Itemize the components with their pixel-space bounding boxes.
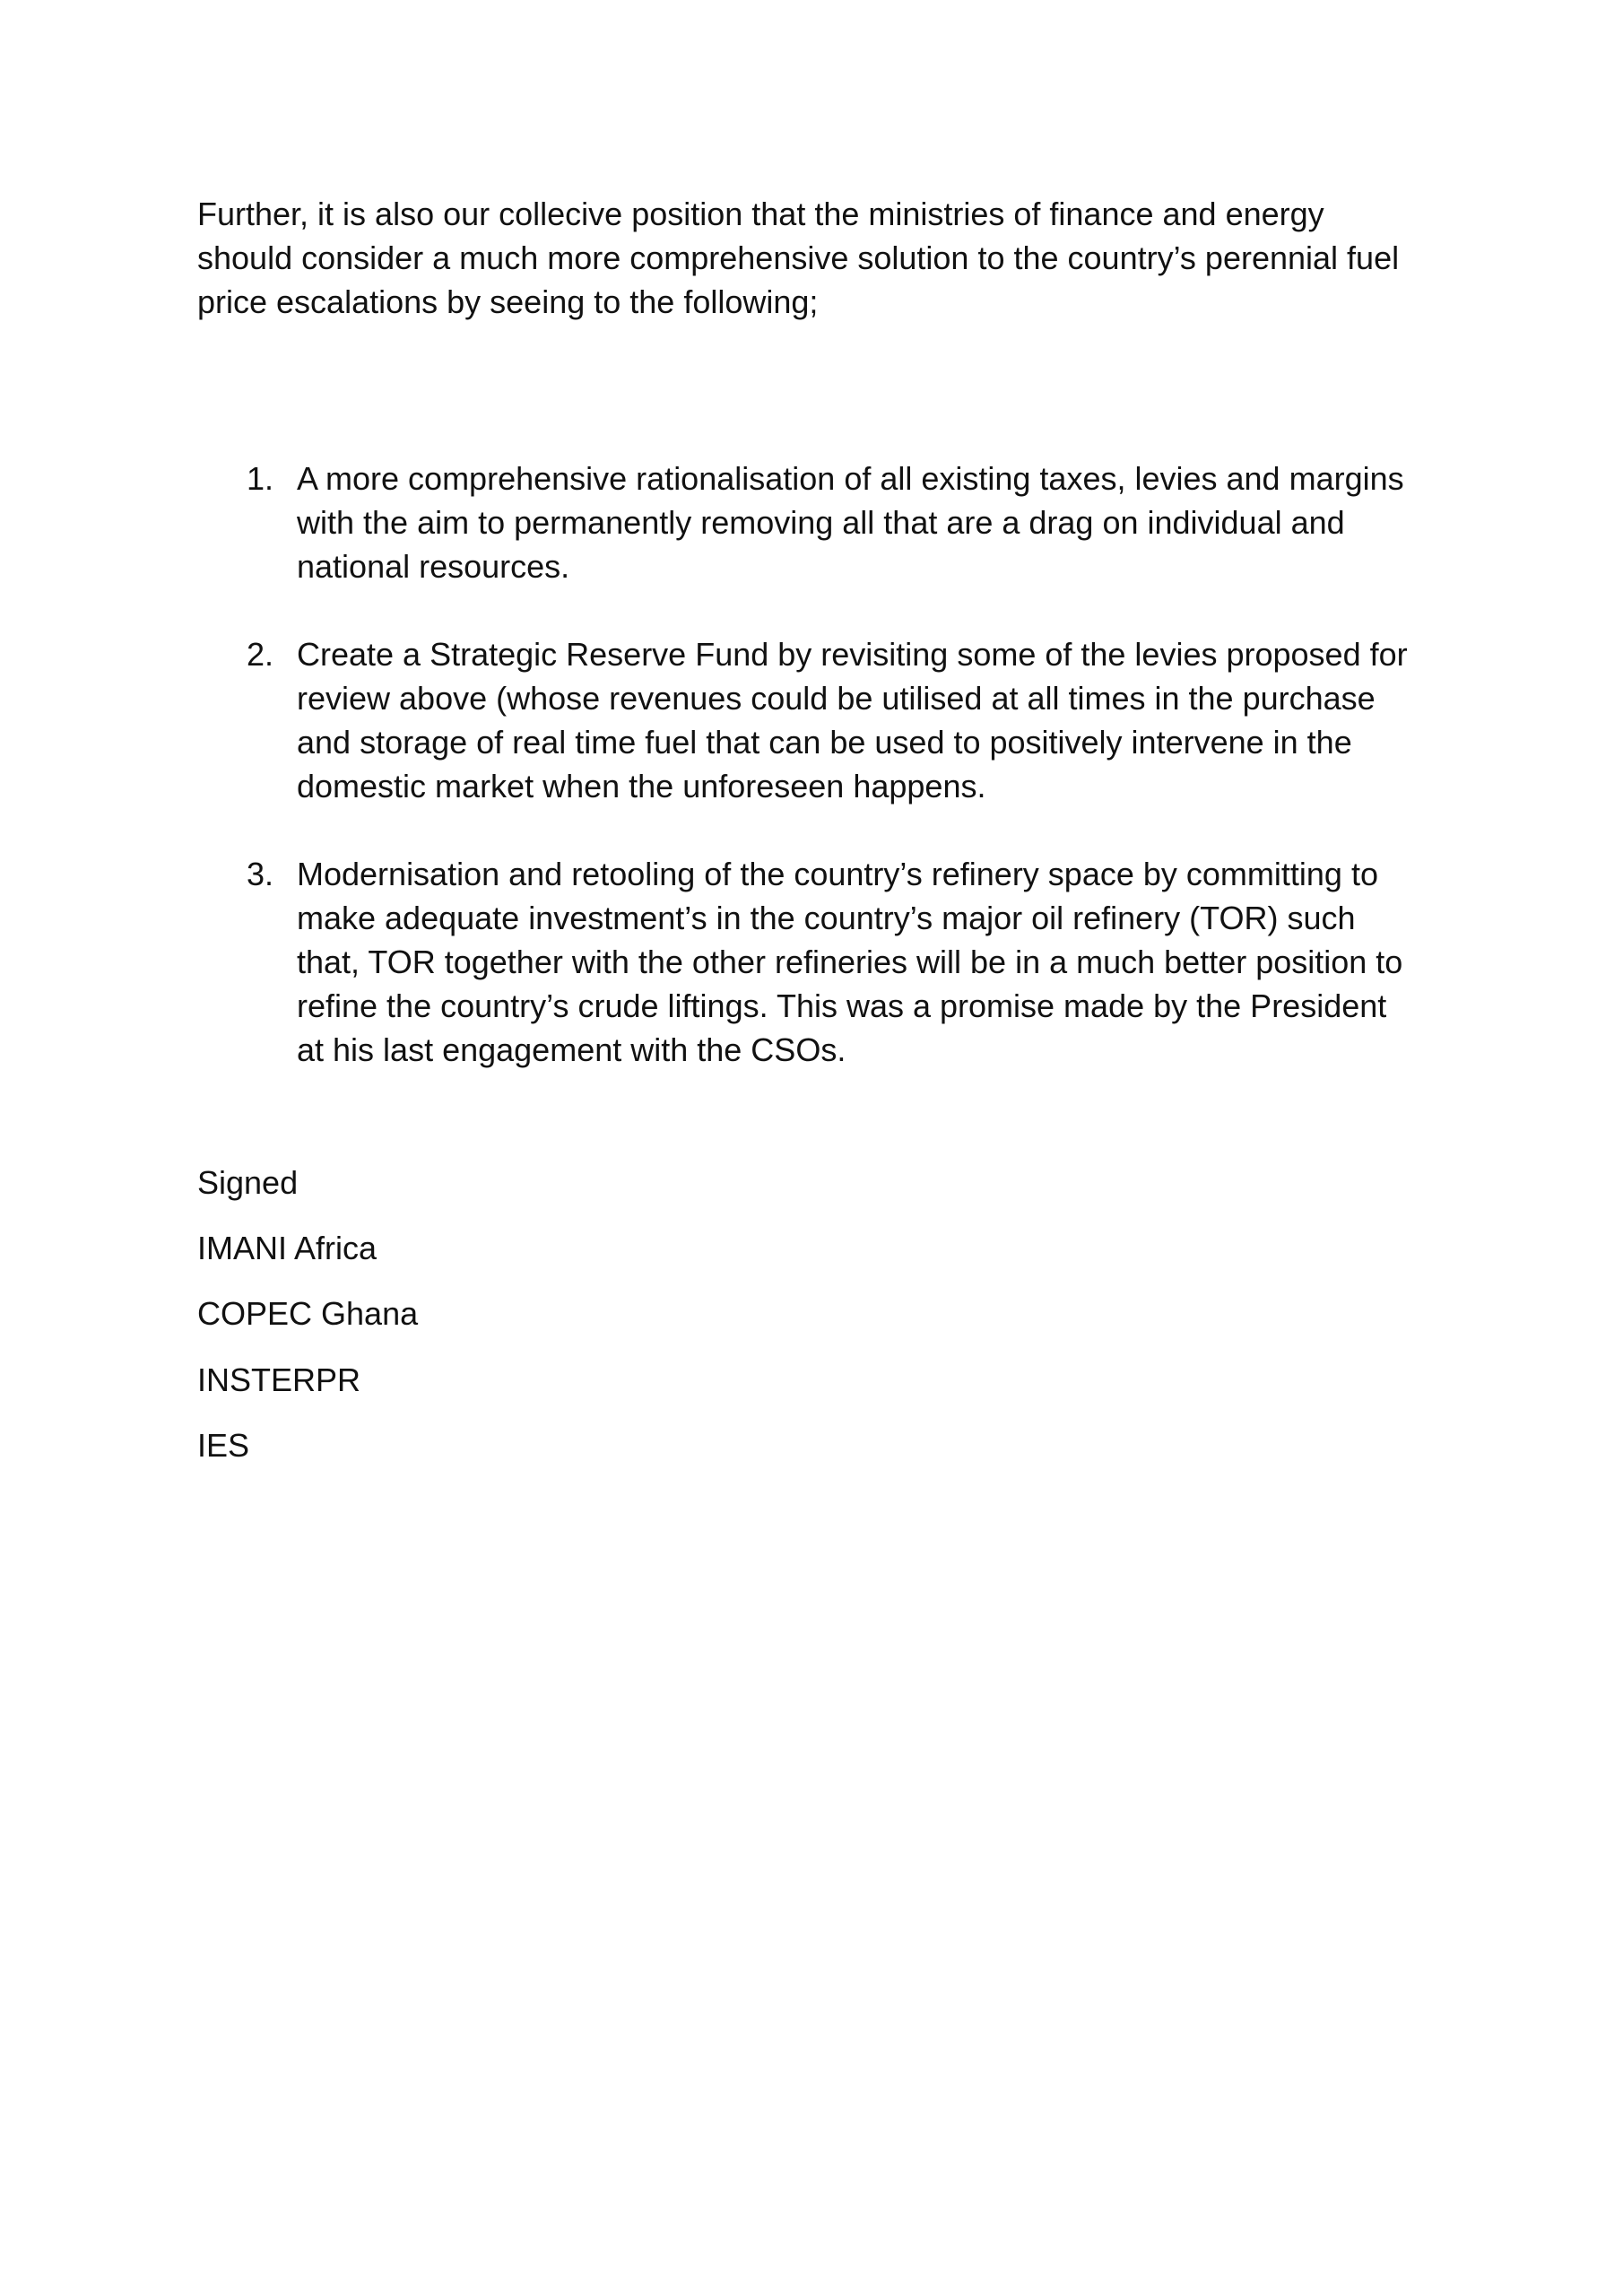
list-number: 3. (247, 856, 274, 892)
signatory: COPEC Ghana (197, 1295, 419, 1332)
list-line: domestic market when the unforeseen happens. (297, 768, 986, 804)
list-line: and storage of real time fuel that can be used to positively intervene in the (297, 724, 1352, 761)
list-line: national resources. (297, 548, 570, 585)
intro-paragraph (197, 192, 1453, 324)
signatory: IES (197, 1427, 250, 1464)
paragraph-line: Further, it is also our collecive position that the ministries of finance and energy (197, 196, 1324, 232)
list-line: with the aim to permanently removing all that are a drag on individual and (297, 504, 1345, 541)
list-line: Modernisation and retooling of the country’s refinery space by committing to (297, 856, 1378, 892)
list-number: 1. (247, 460, 274, 497)
list-item-text (297, 852, 1402, 1072)
list-line: Create a Strategic Reserve Fund by revisiting some of the levies proposed for (297, 636, 1408, 673)
paragraph-line: should consider a much more comprehensive solution to the country’s perennial fuel (197, 239, 1400, 276)
list-line: A more comprehensive rationalisation of all existing taxes, levies and margins (297, 460, 1404, 497)
paragraph-line: price escalations by seeing to the following; (197, 283, 819, 320)
list-item-text (297, 632, 1408, 808)
list-line: refine the country’s crude liftings. This was a promise made by the President (297, 987, 1387, 1024)
list-line: at his last engagement with the CSOs. (297, 1031, 846, 1068)
list-line: that, TOR together with the other refineries will be in a much better position to (297, 944, 1403, 980)
signatory: INSTERPR (197, 1361, 361, 1398)
list-item-text (297, 457, 1404, 588)
signatory: IMANI Africa (197, 1230, 378, 1266)
list-number: 2. (247, 636, 274, 673)
signed-label: Signed (197, 1164, 299, 1201)
list-line: review above (whose revenues could be utilised at all times in the purchase (297, 680, 1376, 717)
list-line: make adequate investment’s in the country’s major oil refinery (TOR) such (297, 900, 1356, 936)
